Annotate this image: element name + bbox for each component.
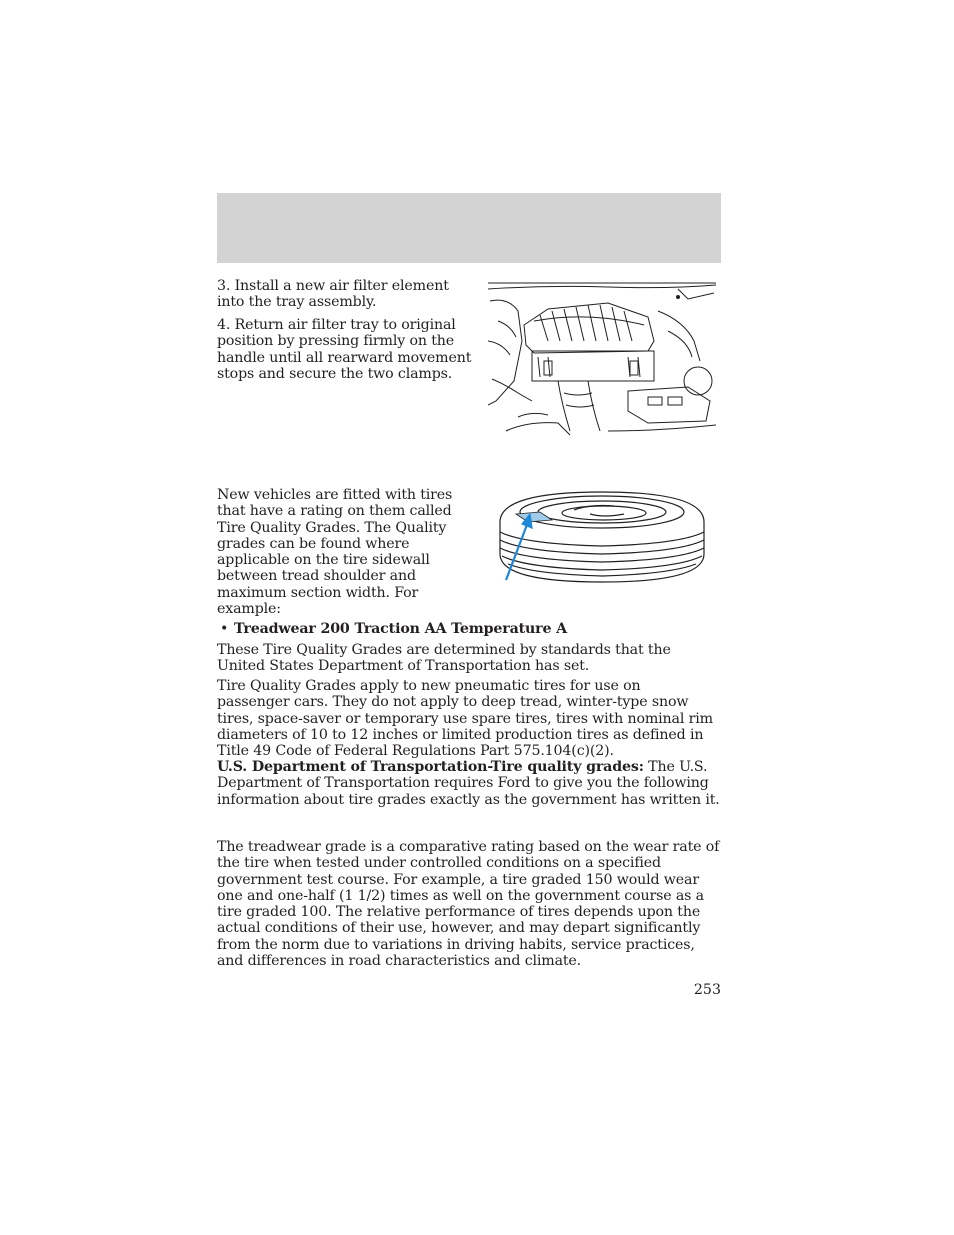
bullet-marker: • <box>220 621 229 637</box>
tire-illustration <box>494 488 710 584</box>
dot-heading: U.S. Department of Transportation-Tire quality grades: <box>217 759 644 775</box>
treadwear-paragraph: The treadwear grade is a comparative rating based on the wear rate of the tire when tested under controlled conditions on a specified government test course. For example, a tire graded 150 would wear one and one-half (1 1/2) times as well on the government course as a tire graded 100. The relative performance of tires depends upon the actual conditions of their use, however, and may depart significantly from the norm due to variations in driving habits, service practices, and differences in road characteristics and climate. <box>217 839 720 970</box>
air-filter-step-4: 4. Return air filter tray to original position by pressing firmly on the handle until all rearward movement stops and secure the two clamps. <box>217 317 472 382</box>
dot-quality-grades-paragraph <box>217 759 722 808</box>
air-filter-illustration <box>488 281 716 437</box>
air-filter-step-3: 3. Install a new air filter element into the tray assembly. <box>217 278 449 311</box>
grades-apply-paragraph: Tire Quality Grades apply to new pneumatic tires for use on passenger cars. They do not apply to deep tread, winter-type snow tires, space-saver or temporary use spare tires, tires with nominal rim diameters of 10 to 12 inches or limited production tires as defined in Title 49 Code of Federal Regulations Part 575.104(c)(2). <box>217 678 713 760</box>
tire-grade-example: Treadwear 200 Traction AA Temperature A <box>234 621 568 637</box>
page-number: 253 <box>693 982 721 998</box>
dot-text: The U.S. Department of Transportation requires Ford to give you the following information about tire grades exactly as the government has written it. <box>217 759 720 808</box>
section-header-band <box>217 193 721 263</box>
standards-paragraph: These Tire Quality Grades are determined by standards that the United States Department of Transportation has set. <box>217 642 671 675</box>
tire-intro-paragraph: New vehicles are fitted with tires that have a rating on them called Tire Quality Grades. The Quality grades can be found where applicable on the tire sidewall between tread shoulder and maximum section width. For example: <box>217 487 453 618</box>
